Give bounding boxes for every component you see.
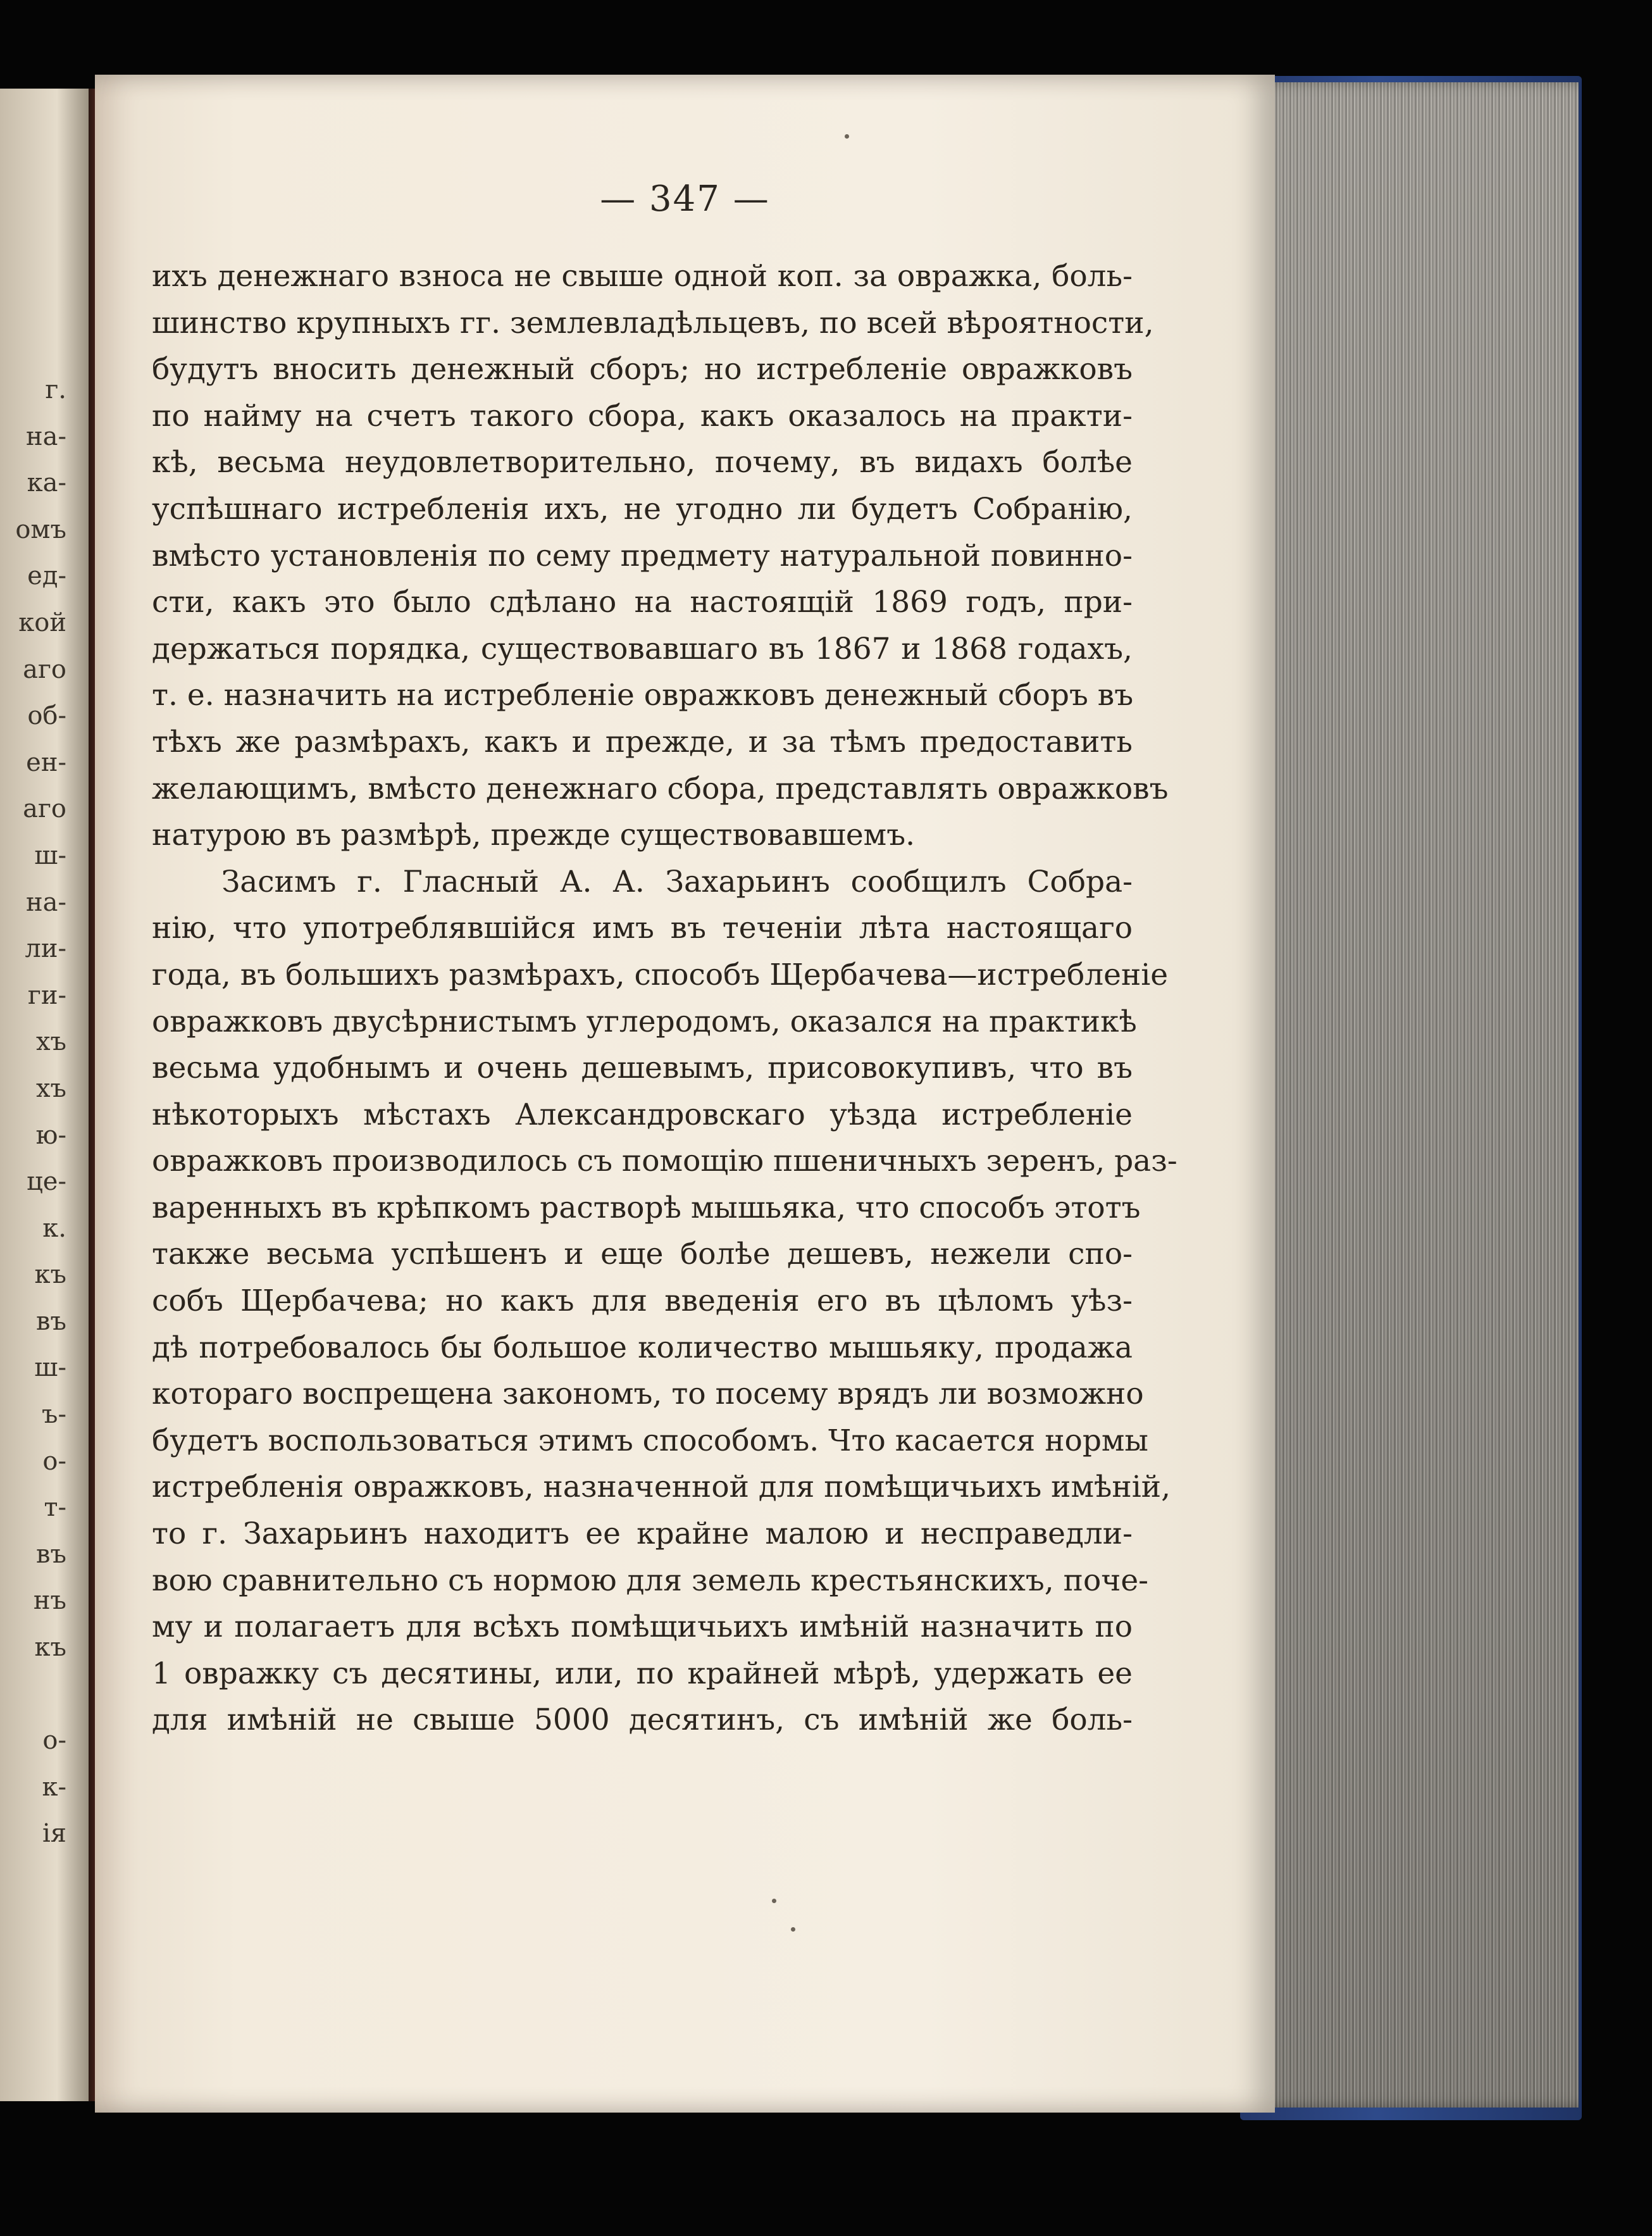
- facing-page-fragment: об-: [27, 701, 66, 731]
- facing-page-fragment: к-: [42, 1772, 66, 1802]
- facing-page-fragment: къ: [34, 1633, 66, 1663]
- facing-page-fragment: ш-: [34, 840, 66, 870]
- facing-page-fragment: г.: [45, 375, 66, 404]
- text-line: весьма удобнымъ и очень дешевымъ, присовокупивъ, что въ: [152, 1051, 1133, 1086]
- text-line: котораго воспрещена закономъ, то посему врядъ ли возможно: [152, 1377, 1144, 1412]
- facing-page-fragment: к.: [42, 1213, 66, 1243]
- text-line: успѣшнаго истребленія ихъ, не угодно ли будетъ Собранію,: [152, 491, 1133, 527]
- facing-page-fragment: ен-: [26, 747, 66, 777]
- facing-page-fragment: аго: [23, 654, 66, 684]
- facing-page-fragment: ед-: [27, 561, 66, 591]
- text-line: нѣкоторыхъ мѣстахъ Александровскаго уѣзда истребленіе: [152, 1097, 1133, 1132]
- text-line: вою сравнительно съ нормою для земель крестьянскихъ, поче-: [152, 1563, 1149, 1598]
- text-line: т. е. назначить на истребленіе овражковъ денежный сборъ въ: [152, 678, 1134, 713]
- page-body-text: [152, 253, 1177, 1744]
- paper-speck: [845, 134, 849, 139]
- facing-page-fragment: о-: [42, 1446, 66, 1476]
- text-line: му и полагаетъ для всѣхъ помѣщичьихъ имѣній назначить по: [152, 1609, 1133, 1645]
- facing-page: [0, 89, 95, 2101]
- facing-page-fragment: въ: [36, 1539, 66, 1569]
- facing-page-fragment: ъ-: [42, 1400, 66, 1430]
- text-line: вмѣсто установленія по сему предмету натуральной повинно-: [152, 538, 1133, 573]
- facing-page-fragment: ю-: [35, 1120, 66, 1150]
- text-line: то г. Захарьинъ находитъ ее крайне малою и несправедли-: [152, 1516, 1133, 1552]
- text-line: ихъ денежнаго взноса не свыше одной коп. за овражка, боль-: [152, 259, 1133, 294]
- facing-page-fragment: хъ: [35, 1027, 66, 1057]
- facing-page-fragment: къ: [34, 1260, 66, 1290]
- facing-page-fragment: ія: [42, 1819, 66, 1849]
- paper-speck: [791, 1927, 795, 1932]
- facing-page-fragment: хъ: [35, 1073, 66, 1103]
- text-line: для имѣній не свыше 5000 десятинъ, съ имѣній же боль-: [152, 1702, 1133, 1738]
- text-line: кѣ, весьма неудовлетворительно, почему, въ видахъ болѣе: [152, 445, 1133, 480]
- facing-page-fragment: о-: [42, 1726, 66, 1756]
- facing-page-fragment: въ: [36, 1306, 66, 1336]
- paper-speck: [772, 1899, 776, 1903]
- text-line: истребленія овражковъ, назначенной для помѣщичьихъ имѣній,: [152, 1470, 1171, 1505]
- text-line: шинство крупныхъ гг. землевладѣльцевъ, по всей вѣроятности,: [152, 305, 1154, 340]
- text-line: нію, что употреблявшійся имъ въ теченіи лѣта настоящаго: [152, 911, 1133, 946]
- facing-page-fragment: кой: [18, 608, 66, 637]
- text-line: дѣ потребовалось бы большое количество мышьяку, продажа: [152, 1330, 1133, 1365]
- text-line: Засимъ г. Гласный А. А. Захарьинъ сообщилъ Собра-: [221, 864, 1133, 899]
- text-line: также весьма успѣшенъ и еще болѣе дешевъ, нежели спо-: [152, 1237, 1133, 1272]
- page-block-edges: [1237, 82, 1579, 2108]
- text-line: держаться порядка, существовавшаго въ 1867 и 1868 годахъ,: [152, 631, 1133, 666]
- facing-page-fragment: на-: [25, 422, 66, 451]
- text-line: 1 овражку съ десятины, или, по крайней мѣрѣ, удержать ее: [152, 1656, 1133, 1691]
- facing-page-fragment: ка-: [27, 468, 66, 498]
- facing-page-fragment: т-: [44, 1493, 66, 1523]
- text-line: будутъ вносить денежный сборъ; но истребленіе овражковъ: [152, 352, 1133, 387]
- facing-page-fragment: ги-: [27, 980, 66, 1010]
- text-line: варенныхъ въ крѣпкомъ растворѣ мышьяка, что способъ этотъ: [152, 1190, 1141, 1225]
- facing-page-fragment: нъ: [33, 1586, 66, 1616]
- text-line: желающимъ, вмѣсто денежнаго сбора, представлять овражковъ: [152, 771, 1169, 806]
- text-line: овражковъ двусѣрнистымъ углеродомъ, оказался на практикѣ: [152, 1004, 1137, 1039]
- facing-page-fragment: ш-: [34, 1353, 66, 1383]
- facing-page-fragment: омъ: [15, 515, 66, 544]
- facing-page-fragment: ли-: [25, 934, 66, 964]
- text-line: сти, какъ это было сдѣлано на настоящій 1869 годъ, при-: [152, 585, 1133, 620]
- facing-page-fragment: це-: [27, 1167, 66, 1197]
- text-line: тѣхъ же размѣрахъ, какъ и прежде, и за тѣмъ предоставить: [152, 724, 1133, 759]
- facing-page-fragment: на-: [25, 887, 66, 917]
- text-line: овражковъ производилось съ помощію пшеничныхъ зеренъ, раз-: [152, 1144, 1177, 1179]
- facing-page-fragment: [6, 1671, 66, 1718]
- text-line: по найму на счетъ такого сбора, какъ оказалось на практи-: [152, 398, 1133, 434]
- text-line: будетъ воспользоваться этимъ способомъ. Что касается нормы: [152, 1423, 1148, 1458]
- page-number: — 347 —: [600, 178, 770, 220]
- text-line: натурою въ размѣрѣ, прежде существовавшемъ.: [152, 818, 916, 853]
- text-line: года, въ большихъ размѣрахъ, способъ Щербачева—истребленіе: [152, 957, 1169, 992]
- facing-page-fragment: аго: [23, 794, 66, 824]
- text-line: собъ Щербачева; но какъ для введенія его въ цѣломъ уѣз-: [152, 1284, 1133, 1319]
- facing-page-text: [6, 367, 66, 1858]
